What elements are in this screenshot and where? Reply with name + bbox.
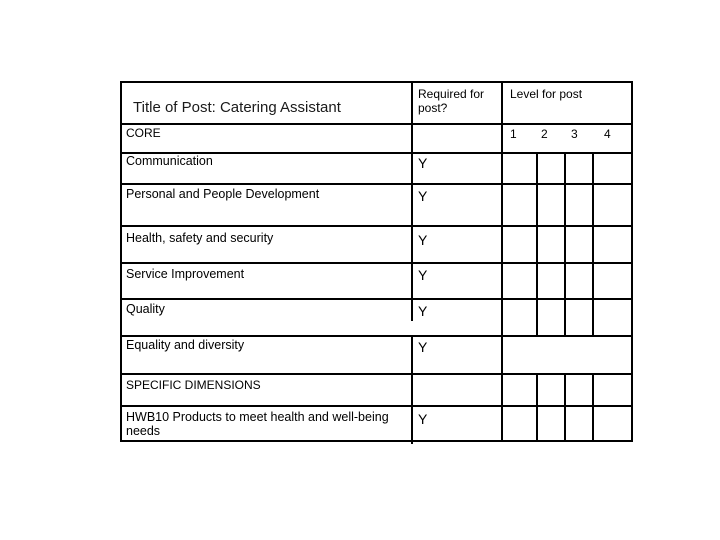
- core-dimension-personal-development: Personal and People Development: [126, 187, 320, 201]
- required-header-line1: Required for: [418, 87, 485, 101]
- required-value: Y: [418, 232, 428, 248]
- column-divider: [592, 152, 594, 335]
- column-divider: [564, 152, 566, 335]
- core-dimension-equality-diversity: Equality and diversity: [126, 338, 245, 352]
- required-value: Y: [418, 155, 428, 171]
- level-3-label: 3: [571, 127, 578, 141]
- required-value: Y: [418, 339, 428, 355]
- required-value: Y: [418, 267, 428, 283]
- row-divider: [122, 123, 631, 125]
- core-dimension-health-safety: Health, safety and security: [126, 231, 274, 245]
- level-4-label: 4: [604, 127, 611, 141]
- column-divider: [411, 335, 413, 444]
- row-divider: [122, 225, 631, 227]
- specific-dimensions-label: SPECIFIC DIMENSIONS: [126, 378, 261, 392]
- core-label: CORE: [126, 126, 161, 140]
- column-divider: [536, 373, 538, 440]
- column-divider: [536, 152, 538, 335]
- row-divider: [122, 405, 631, 407]
- column-divider: [501, 83, 503, 440]
- column-divider: [592, 373, 594, 440]
- column-divider: [564, 373, 566, 440]
- row-divider: [122, 298, 631, 300]
- row-divider: [122, 373, 631, 375]
- required-value: Y: [418, 411, 428, 427]
- row-divider: [122, 183, 631, 185]
- row-divider: [122, 335, 631, 337]
- row-divider: [122, 262, 631, 264]
- post-title: Title of Post: Catering Assistant: [133, 99, 341, 116]
- core-dimension-quality: Quality: [126, 302, 165, 316]
- column-divider: [411, 83, 413, 321]
- required-value: Y: [418, 188, 428, 204]
- specific-dimension-hwb10-line1: HWB10 Products to meet health and well-being: [126, 410, 389, 424]
- level-1-label: 1: [510, 127, 517, 141]
- required-header-line2: post?: [418, 101, 448, 115]
- level-header: Level for post: [510, 87, 583, 101]
- required-value: Y: [418, 303, 428, 319]
- core-dimension-communication: Communication: [126, 154, 213, 168]
- specific-dimension-hwb10-line2: needs: [126, 424, 161, 438]
- core-dimension-service-improvement: Service Improvement: [126, 267, 245, 281]
- level-2-label: 2: [541, 127, 548, 141]
